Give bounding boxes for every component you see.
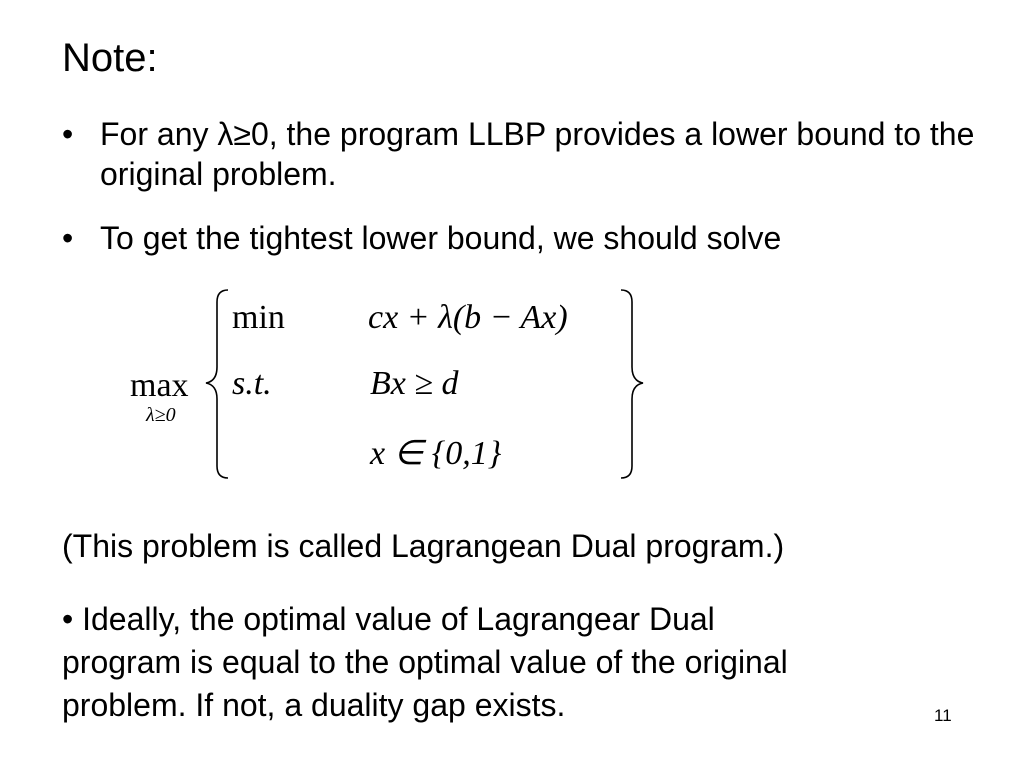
right-brace [621,290,643,478]
formula-operator-subscript: λ≥0 [146,404,176,426]
left-brace [206,290,228,478]
formula-row-expression: Bx ≥ d [370,365,459,402]
formula-operator: max [130,367,189,404]
bullet-marker: • [62,116,74,152]
paragraph-line: program is equal to the optimal value of the original [62,644,788,680]
paragraph-line: • Ideally, the optimal value of Lagrangear Dual [62,601,715,637]
formula-row-expression: cx + λ(b − Ax) [368,299,568,336]
page-number: 11 [934,706,952,725]
formula-row-label: s.t. [232,365,272,402]
paragraph-line: problem. If not, a duality gap exists. [62,687,566,723]
bullet-text: For any λ≥0, the program LLBP provides a lower bound to the original problem. [100,116,975,192]
note-text: (This problem is called Lagrangean Dual program.) [62,528,785,564]
bullet-marker: • [62,220,74,256]
slide-title: Note: [62,36,158,80]
formula-row-expression: x ∈ {0,1} [370,435,502,472]
bullet-text: To get the tightest lower bound, we should solve [100,220,782,256]
closing-paragraph [62,598,992,727]
formula-row-label: min [232,299,285,336]
